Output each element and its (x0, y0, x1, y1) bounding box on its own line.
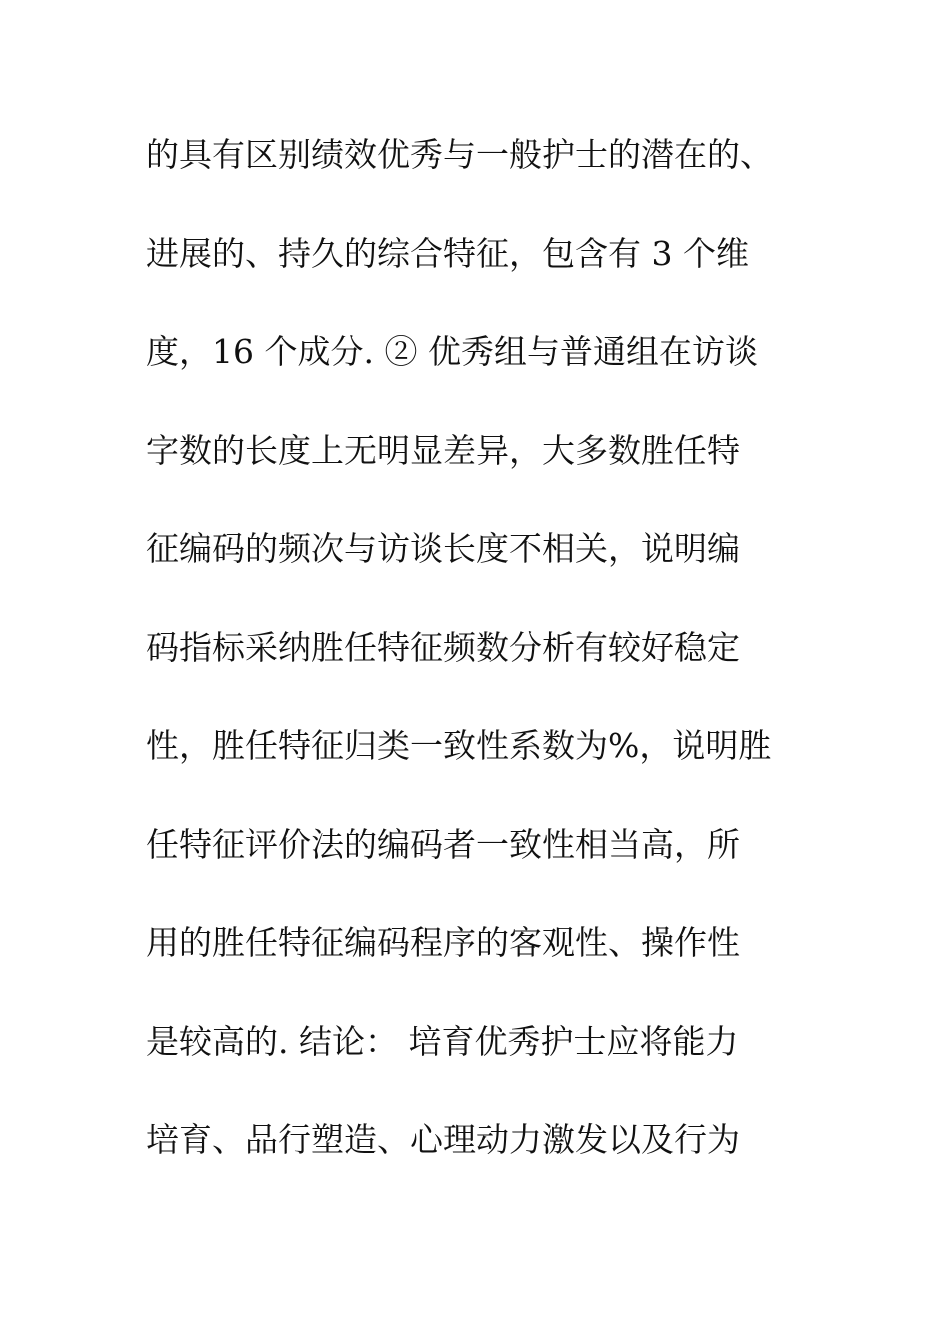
text-line: 的具有区别绩效优秀与一般护士的潜在的、 (146, 135, 773, 174)
text-line: 任特征评价法的编码者一致性相当高，所 (146, 824, 740, 864)
text-line: 度，16 个成分. ② 优秀组与普通组在访谈 (146, 332, 758, 371)
body-text (146, 122, 846, 1206)
text-line: 征编码的频次与访谈长度不相关，说明编 (146, 529, 740, 568)
text-line: 是较高的. 结论： 培育优秀护士应将能力 (146, 1021, 739, 1061)
text-line: 进展的、持久的综合特征，包含有 3 个维 (146, 233, 749, 273)
text-line: 培育、品行塑造、心理动力激发以及行为 (146, 1120, 740, 1159)
text-line: 用的胜任特征编码程序的客观性、操作性 (146, 923, 740, 962)
text-line: 码指标采纳胜任特征频数分析有较好稳定 (146, 627, 740, 667)
text-line: 性，胜任特征归类一致性系数为%，说明胜 (146, 726, 772, 765)
text-line: 字数的长度上无明显差异，大多数胜任特 (146, 430, 740, 470)
